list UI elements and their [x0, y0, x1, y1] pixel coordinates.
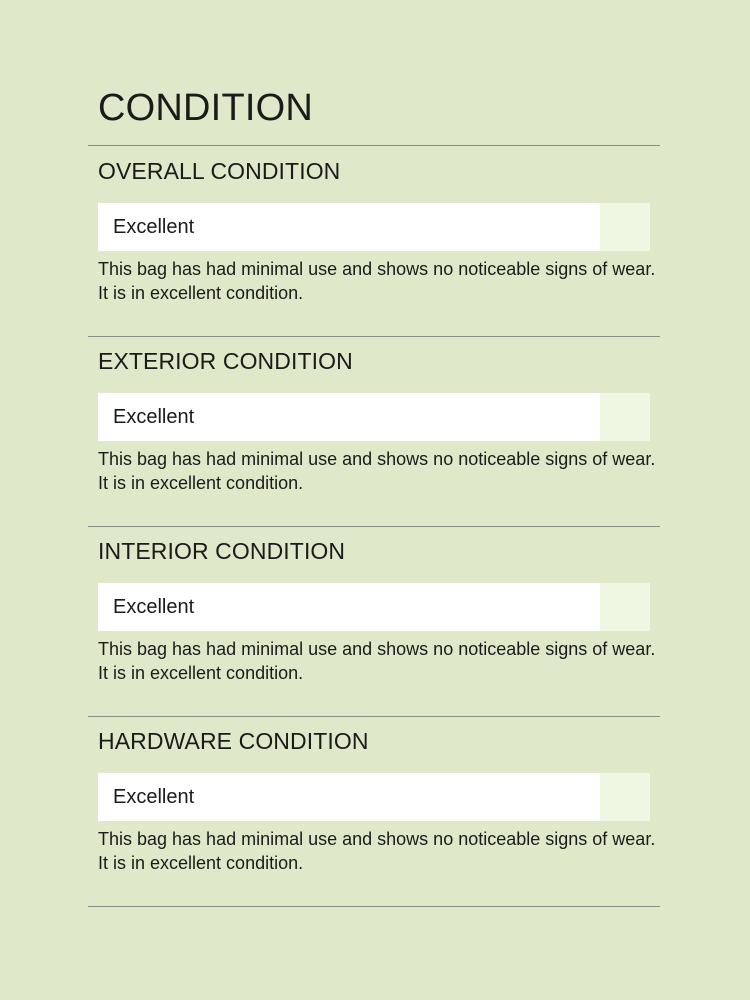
rating-value: Excellent — [113, 216, 195, 238]
rating-track — [600, 203, 650, 251]
divider — [88, 145, 660, 146]
rating-track — [600, 773, 650, 821]
section-title: INTERIOR CONDITION — [98, 538, 346, 564]
rating-value: Excellent — [113, 596, 195, 618]
rating-track — [600, 583, 650, 631]
section-overall-condition — [98, 157, 656, 305]
rating-bar — [98, 203, 650, 251]
divider — [88, 526, 660, 527]
rating-value: Excellent — [113, 406, 195, 428]
section-hardware-condition — [98, 727, 656, 875]
divider — [88, 716, 660, 717]
rating-bar — [98, 583, 650, 631]
section-title: HARDWARE CONDITION — [98, 728, 369, 754]
condition-description: This bag has had minimal use and shows no noticeable signs of wear. It is in excellent condition. — [98, 639, 656, 683]
divider — [88, 906, 660, 907]
condition-description: This bag has had minimal use and shows no noticeable signs of wear. It is in excellent condition. — [98, 259, 656, 303]
rating-bar — [98, 393, 650, 441]
rating-track — [600, 393, 650, 441]
section-title: OVERALL CONDITION — [98, 158, 341, 184]
rating-value: Excellent — [113, 786, 195, 808]
condition-description: This bag has had minimal use and shows no noticeable signs of wear. It is in excellent condition. — [98, 449, 656, 493]
page-title: CONDITION — [98, 87, 314, 129]
rating-bar — [98, 773, 650, 821]
divider — [88, 336, 660, 337]
section-interior-condition — [98, 537, 656, 685]
section-title: EXTERIOR CONDITION — [98, 348, 353, 374]
section-exterior-condition — [98, 347, 656, 495]
condition-description: This bag has had minimal use and shows no noticeable signs of wear. It is in excellent condition. — [98, 829, 656, 873]
